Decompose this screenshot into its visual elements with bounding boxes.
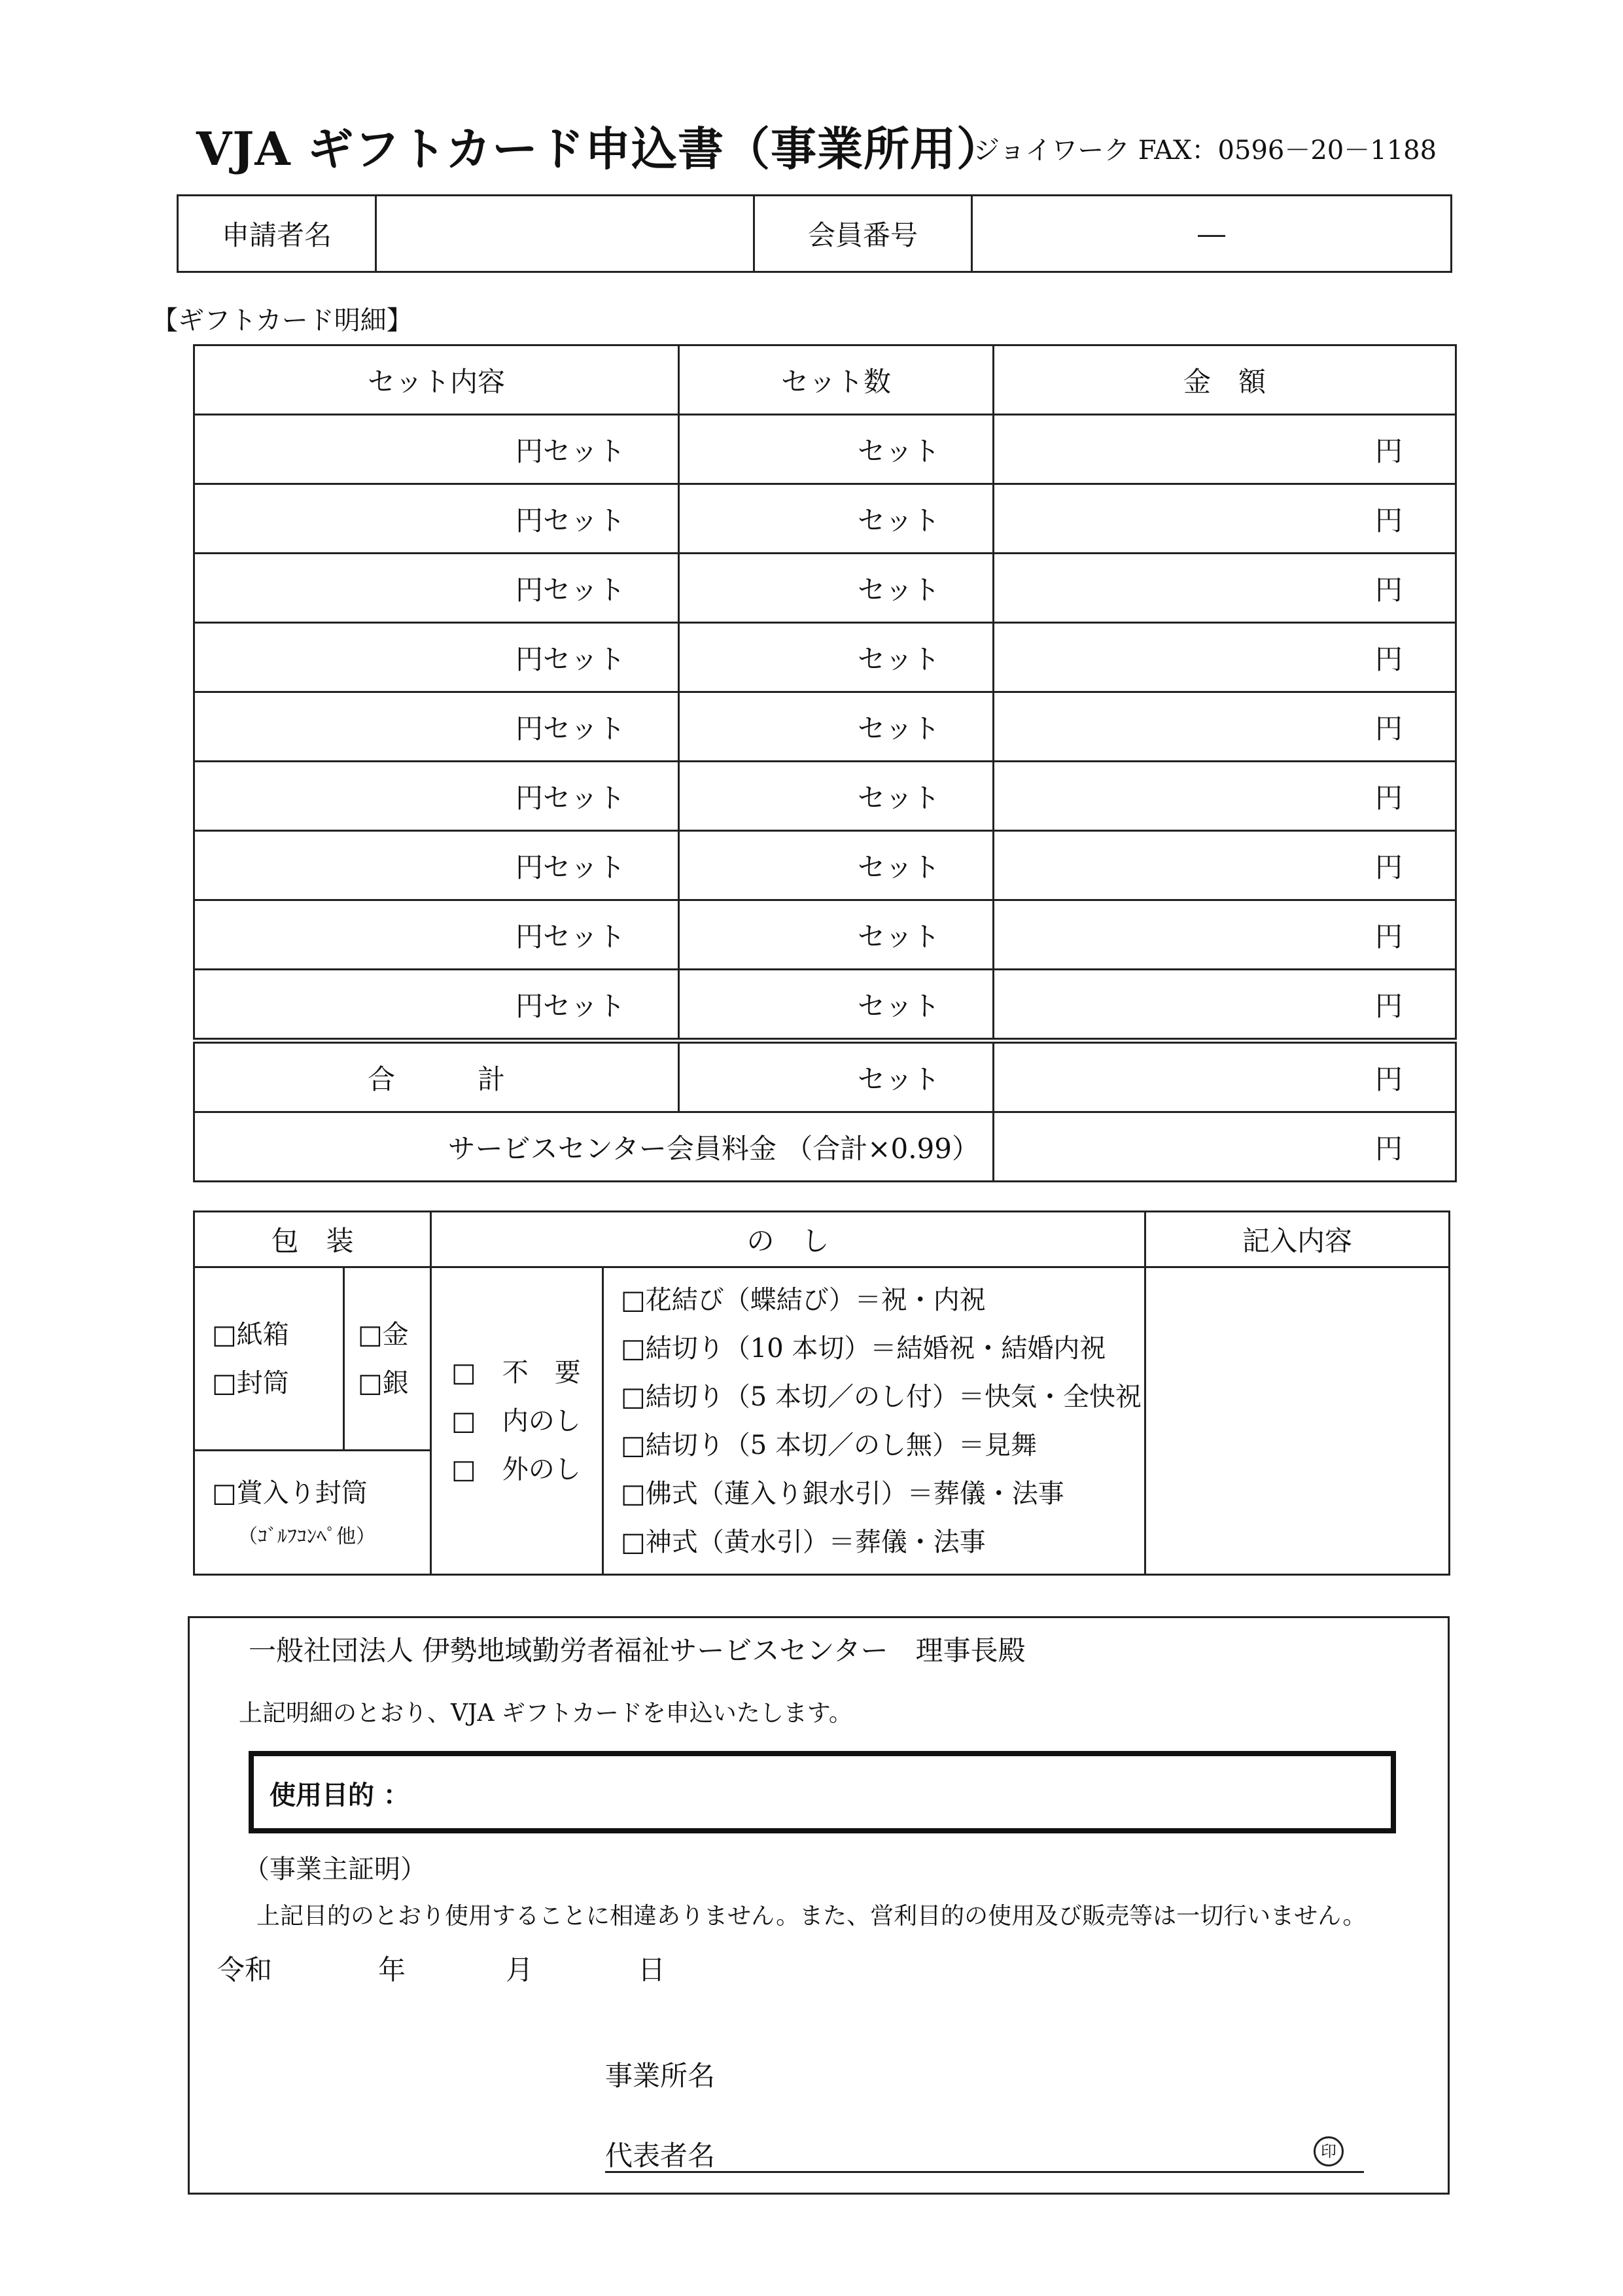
- detail-row: [194, 692, 1456, 762]
- detail-amount-field[interactable]: 円: [994, 484, 1456, 554]
- header-amount: 金 額: [994, 345, 1456, 415]
- member-number-label: 会員番号: [754, 196, 972, 272]
- checkbox-mizuhiki-6[interactable]: □神式（黄水引）＝葬儀・法事: [621, 1527, 986, 1557]
- checkbox-silver[interactable]: □銀: [358, 1368, 409, 1398]
- form-title: VJA ギフトカード申込書（事業所用）: [196, 122, 1003, 176]
- member-fee-label: サービスセンター会員料金 （合計×0.99）: [194, 1112, 994, 1182]
- detail-row: [194, 484, 1456, 554]
- purpose-label: 使用目的 ：: [270, 1780, 410, 1810]
- checkbox-mizuhiki-1[interactable]: □花結び（蝶結び）＝祝・内祝: [621, 1284, 986, 1315]
- checkbox-paper-box[interactable]: □紙箱: [212, 1319, 289, 1350]
- checkbox-mizuhiki-3[interactable]: □結切り（5 本切／のし付）＝快気・全快祝: [621, 1381, 1142, 1412]
- total-amount-field[interactable]: 円: [994, 1041, 1456, 1112]
- prize-envelope-cell: [194, 1451, 431, 1575]
- member-fee-amount-field[interactable]: 円: [994, 1112, 1456, 1182]
- box-envelope-cell: [194, 1267, 344, 1451]
- detail-row: [194, 970, 1456, 1041]
- addressee: 一般社団法人 伊勢地域勤労者福祉サービスセンター 理事長殿: [249, 1634, 1026, 1667]
- detail-row: [194, 554, 1456, 623]
- detail-amount-field[interactable]: 円: [994, 900, 1456, 970]
- seal-icon: 印: [1314, 2136, 1344, 2166]
- purpose-field[interactable]: [249, 1751, 1396, 1833]
- header-entry: 記入内容: [1145, 1212, 1450, 1267]
- detail-set-count-field[interactable]: セット: [679, 484, 994, 554]
- noshi-type-cell: [431, 1267, 603, 1575]
- detail-amount-field[interactable]: 円: [994, 970, 1456, 1041]
- detail-set-content-field[interactable]: 円セット: [194, 831, 679, 900]
- detail-set-count-field[interactable]: セット: [679, 762, 994, 831]
- detail-rows: [194, 415, 1456, 1041]
- detail-set-content-field[interactable]: 円セット: [194, 484, 679, 554]
- year-label: 年: [378, 1954, 406, 1986]
- detail-set-content-field[interactable]: 円セット: [194, 900, 679, 970]
- checkbox-noshi-none[interactable]: □ 不 要: [451, 1357, 581, 1388]
- detail-amount-field[interactable]: 円: [994, 831, 1456, 900]
- detail-amount-field[interactable]: 円: [994, 623, 1456, 692]
- detail-set-content-field[interactable]: 円セット: [194, 970, 679, 1041]
- detail-amount-field[interactable]: 円: [994, 415, 1456, 484]
- detail-set-count-field[interactable]: セット: [679, 900, 994, 970]
- month-label: 月: [506, 1954, 534, 1986]
- detail-set-count-field[interactable]: セット: [679, 415, 994, 484]
- detail-set-count-field[interactable]: セット: [679, 554, 994, 623]
- detail-amount-field[interactable]: 円: [994, 762, 1456, 831]
- application-statement: 上記明細のとおり、VJA ギフトカードを申込いたします。: [239, 1700, 852, 1727]
- checkbox-gold[interactable]: □金: [358, 1319, 409, 1350]
- representative-label: 代表者名: [605, 2140, 716, 2172]
- member-fee-row: [194, 1112, 1456, 1182]
- checkbox-mizuhiki-2[interactable]: □結切り（10 本切）＝結婚祝・結婚内祝: [621, 1333, 1106, 1364]
- detail-row: [194, 900, 1456, 970]
- representative-underline: [605, 2171, 1364, 2173]
- total-row: [194, 1041, 1456, 1112]
- checkbox-mizuhiki-4[interactable]: □結切り（5 本切／のし無）＝見舞: [621, 1430, 1037, 1460]
- detail-amount-field[interactable]: 円: [994, 554, 1456, 623]
- applicant-name-label: 申請者名: [178, 196, 376, 272]
- applicant-table: [177, 194, 1452, 273]
- entry-content-field[interactable]: [1145, 1267, 1450, 1575]
- detail-row: [194, 623, 1456, 692]
- member-number-field[interactable]: ―: [972, 196, 1452, 272]
- mizuhiki-cell: [603, 1267, 1145, 1575]
- header-set-content: セット内容: [194, 345, 679, 415]
- detail-row: [194, 831, 1456, 900]
- checkbox-envelope[interactable]: □封筒: [212, 1368, 289, 1398]
- applicant-name-field[interactable]: [376, 196, 754, 272]
- checkbox-noshi-inner[interactable]: □ 内のし: [451, 1405, 581, 1436]
- checkbox-mizuhiki-5[interactable]: □佛式（蓮入り銀水引）＝葬儀・法事: [621, 1478, 1064, 1509]
- detail-amount-field[interactable]: 円: [994, 692, 1456, 762]
- checkbox-prize-envelope[interactable]: □賞入り封筒: [212, 1477, 368, 1508]
- detail-set-count-field[interactable]: セット: [679, 970, 994, 1041]
- employer-cert-title: （事業主証明）: [243, 1854, 427, 1884]
- day-label: 日: [638, 1954, 666, 1986]
- gift-card-detail-heading: 【ギフトカード明細】: [152, 306, 413, 336]
- detail-set-content-field[interactable]: 円セット: [194, 762, 679, 831]
- prize-envelope-note: （ｺﾞﾙﾌｺﾝﾍﾟ他）: [238, 1525, 375, 1548]
- total-label: 合 計: [194, 1041, 679, 1112]
- gold-silver-cell: [344, 1267, 431, 1451]
- wrapping-table: [193, 1210, 1450, 1576]
- total-count-field[interactable]: セット: [679, 1041, 994, 1112]
- era-label: 令和: [217, 1954, 273, 1986]
- header-noshi: の し: [431, 1212, 1145, 1267]
- detail-set-content-field[interactable]: 円セット: [194, 623, 679, 692]
- detail-set-content-field[interactable]: 円セット: [194, 554, 679, 623]
- checkbox-noshi-outer[interactable]: □ 外のし: [451, 1454, 581, 1485]
- seal-mark: [1314, 2136, 1344, 2166]
- fax-number: ジョイワーク FAX：0596－20－1188: [973, 135, 1437, 166]
- detail-set-content-field[interactable]: 円セット: [194, 692, 679, 762]
- header-set-count: セット数: [679, 345, 994, 415]
- gift-card-detail-table: [193, 344, 1457, 1182]
- detail-set-count-field[interactable]: セット: [679, 831, 994, 900]
- office-name-label: 事業所名: [605, 2060, 716, 2092]
- header-wrapping: 包 装: [194, 1212, 431, 1267]
- detail-set-content-field[interactable]: 円セット: [194, 415, 679, 484]
- employer-cert-text: 上記目的のとおり使用することに相違ありません。また、営利目的の使用及び販売等は一切行いません。: [256, 1903, 1367, 1930]
- detail-set-count-field[interactable]: セット: [679, 623, 994, 692]
- detail-set-count-field[interactable]: セット: [679, 692, 994, 762]
- detail-row: [194, 415, 1456, 484]
- detail-row: [194, 762, 1456, 831]
